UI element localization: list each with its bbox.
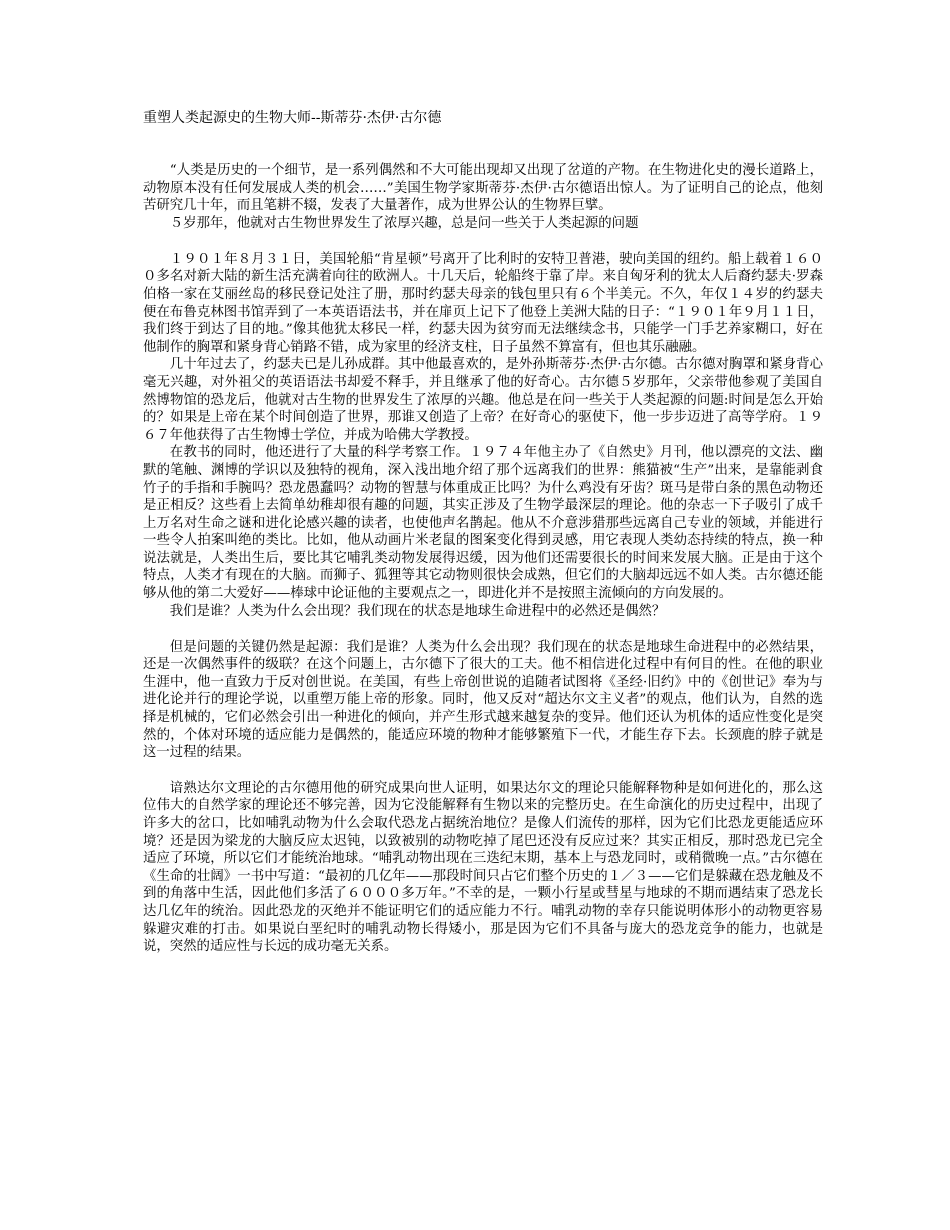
paragraph-darwin-theory: 谙熟达尔文理论的古尔德用他的研究成果向世人证明，如果达尔文的理论只能解释物种是如何进化的，那么这位伟大的自然学家的理论还不够完善，因为它没能解释有生物以来的完整历史。在生命演化的历史过程中，出现了许多大的岔口，比如哺乳动物为什么会取代恐龙占据统治地位？是像人们流传的那样，因为它们比恐龙更能适应环境？还是因为梁龙的大脑反应太迟钝，以致被别的动物吃掉了尾巴还没有反应过来？其实正相反，那时恐龙已完全适应了环境，所以它们才能统治地球。“哺乳动物出现在三迭纪末期，基本上与恐龙同时，或稍微晚一点。”古尔德在《生命的壮阔》一书中写道：“最初的几亿年——那段时间只占它们整个历史的１／３——它们是躲藏在恐龙触及不到的角落中生活，因此他们多活了６０００多万年。”不幸的是，一颗小行星或彗星与地球的不期而遇结束了恐龙长达几亿年的统治。因此恐龙的灭绝并不能证明它们的适应能力不行。哺乳动物的幸存只能说明体形小的动物更容易躲避灾难的打击。如果说白垩纪时的哺乳动物长得矮小，那是因为它们不具备与庞大的恐龙竞争的能力，也就是说，突然的适应性与长远的成功毫无关系。: [143, 780, 823, 955]
paragraph-immigration: １９０１年８月３１日，美国轮船“肯星顿”号离开了比利时的安特卫普港，驶向美国的纽约。船上载着１６００多名对新大陆的新生活充满着向往的欧洲人。十几天后，轮船终于靠了岸。来自匈牙利的犹太人后裔约瑟夫·罗森伯格一家在艾丽丝岛的移民登记处注了册，那时约瑟夫母亲的钱包里只有６个半美元。不久，年仅１４岁的约瑟夫便在布鲁克林图书馆弄到了一本英语语法书，并在扉页上记下了他登上美洲大陆的日子：“１９０１年９月１１日，我们终于到达了目的地。”像其他犹太移民一样，约瑟夫因为贫穷而无法继续念书，只能学一门手艺养家糊口，好在他制作的胸罩和紧身背心销路不错，成为家里的经济支柱，日子虽然不算富有，但也其乐融融。: [143, 251, 823, 355]
section-heading-childhood: ５岁那年，他就对古生物世界发生了浓厚兴趣，总是问一些关于人类起源的问题: [169, 215, 639, 231]
paragraph-intro: “人类是历史的一个细节，是一系列偶然和不大可能出现却又出现了岔道的产物。在生物进化史的漫长道路上，动物原本没有任何发展成人类的机会……”美国生物学家斯蒂芬·杰伊·古尔德语出惊人。为了证明自己的论点，他刻苦研究几十年，而且笔耕不辍，发表了大量著作，成为世界公认的生物界巨擘。: [143, 163, 823, 214]
document-page: [143, 108, 823, 956]
paragraph-grandson: 几十年过去了，约瑟夫已是儿孙成群。其中他最喜欢的，是外孙斯蒂芬·杰伊·古尔德。古尔德对胸罩和紧身背心毫无兴趣，对外祖父的英语语法书却爱不释手，并且继承了他的好奇心。古尔德５岁那年，父亲带他参观了美国自然博物馆的恐龙后，他就对古生物的世界发生了浓厚的兴趣。他总是在问一些关于人类起源的问题:时间是怎么开始的？如果是上帝在某个时间创造了世界，那谁又创造了上帝？在好奇心的驱使下，他一步步迈进了高等学府。１９６７年他获得了古生物博士学位，并成为哈佛大学教授。: [143, 357, 823, 443]
paragraph-origin: 但是问题的关键仍然是起源：我们是谁？人类为什么会出现？我们现在的状态是地球生命进程中的必然结果，还是一次偶然事件的级联？在这个问题上，古尔德下了很大的工夫。他不相信进化过程中有何目的性。在他的职业生涯中，他一直致力于反对创世说。在美国，有些上帝创世说的追随者试图将《圣经·旧约》中的《创世记》奉为与进化论并行的理论学说，以重塑万能上帝的形象。同时，他又反对“超达尔文主义者”的观点，他们认为，自然的选择是机械的，它们必然会引出一种进化的倾向，并产生形式越来越复杂的变异。他们还认为机体的适应性变化是突然的，个体对环境的适应能力是偶然的，能适应环境的物种才能够繁殖下一代，才能生存下去。长颈鹿的脖子就是这一过程的结果。: [143, 639, 823, 761]
section-heading-origin-question: 我们是谁？人类为什么会出现？我们现在的状态是地球生命进程中的必然还是偶然？: [169, 603, 666, 619]
document-title: 重塑人类起源史的生物大师--斯蒂芬·杰伊·古尔德: [143, 110, 442, 126]
paragraph-natural-history: 在教书的同时，他还进行了大量的科学考察工作。１９７４年他主办了《自然史》月刊，他以漂亮的文法、幽默的笔触、渊博的学识以及独特的视角，深入浅出地介绍了那个远离我们的世界：熊猫被“生产”出来，是靠能剥食竹子的手指和手腕吗？恐龙愚蠢吗？动物的智慧与体重成正比吗？为什么鸡没有牙齿？斑马是带白条的黑色动物还是正相反？这些看上去简单幼稚却很有趣的问题，其实正涉及了生物学最深层的理论。他的杂志一下子吸引了成千上万名对生命之谜和进化论感兴趣的读者，也使他声名鹊起。他从不介意涉猎那些远离自己专业的领域，并能进行一些令人拍案叫绝的类比。比如，他从动画片米老鼠的图案变化得到灵感，用它表现人类幼态持续的特点，换一种说法就是，人类出生后，要比其它哺乳类动物发展得迟缓，因为他们还需要很长的时间来发展大脑。正是由于这个特点，人类才有现在的大脑。而狮子、狐狸等其它动物则很快会成熟，但它们的大脑却远远不如人类。古尔德还能够从他的第二大爱好——棒球中论证他的主要观点之一，即进化并不是按照主流倾向的方向发展的。: [143, 445, 823, 602]
